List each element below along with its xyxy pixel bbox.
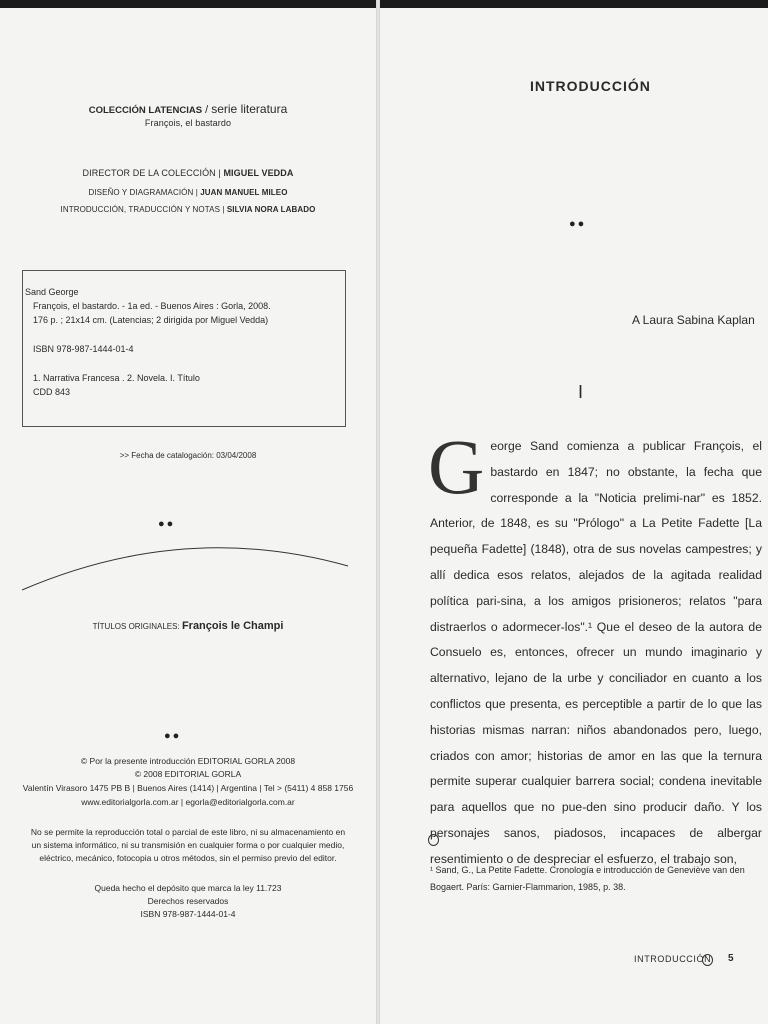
dedication: A Laura Sabina Kaplan bbox=[632, 313, 755, 327]
design-label: DISEÑO Y DIAGRAMACIÓN | bbox=[88, 188, 198, 197]
rights-line-3: eléctrico, mecánico, fotocopia u otros métodos, sin el permiso previo del editor. bbox=[39, 853, 337, 863]
ornament-dots-2: ●● bbox=[164, 730, 182, 742]
isbn-footer: ISBN 978-987-1444-01-4 bbox=[140, 909, 236, 919]
copyright-page bbox=[0, 0, 376, 1024]
catalog-isbn: ISBN 978-987-1444-01-4 bbox=[33, 344, 134, 354]
intro-credit bbox=[0, 205, 376, 214]
rights-reserved: Derechos reservados bbox=[147, 896, 229, 906]
book-gutter bbox=[376, 0, 380, 1024]
series-name: serie literatura bbox=[211, 102, 288, 116]
decorative-arc bbox=[20, 538, 350, 593]
director-label: DIRECTOR DE LA COLECCIÓN | bbox=[82, 168, 221, 178]
body-text bbox=[428, 423, 762, 873]
rights-line-2: un sistema informático, ni su transmisión en cualquier forma o por cualquier medio, bbox=[31, 840, 345, 850]
footnote-circle-icon bbox=[428, 834, 439, 846]
design-credit bbox=[0, 188, 376, 197]
catalog-cdd: CDD 843 bbox=[33, 387, 71, 397]
running-head: INTRODUCCIÓN bbox=[634, 954, 712, 964]
catalog-physical: 176 p. ; 21x14 cm. (Latencias; 2 dirigida por Miguel Vedda) bbox=[33, 315, 269, 325]
drop-cap: G bbox=[428, 423, 485, 510]
intro-name: SILVIA NORA LABADO bbox=[226, 205, 316, 214]
catalog-author: Sand George bbox=[25, 287, 79, 297]
series-separator: / bbox=[202, 104, 212, 116]
ornament-dots-right: ●● bbox=[569, 218, 587, 230]
copyright-publisher: © 2008 EDITORIAL GORLA bbox=[134, 769, 242, 779]
chapter-title: INTRODUCCIÓN bbox=[530, 78, 651, 94]
footnote: ¹ Sand, G., La Petite Fadette. Cronología e introducción de Geneviève van den Bogaert. París: Garnier-Flammarion, 1985, p. 38. bbox=[430, 865, 745, 892]
original-title-label: TÍTULOS ORIGINALES: bbox=[92, 622, 180, 631]
rights-line-1: No se permite la reproducción total o parcial de este libro, ni su almacenamiento en bbox=[30, 827, 346, 837]
copyright-intro: © Por la presente introducción EDITORIAL GORLA 2008 bbox=[80, 756, 296, 766]
section-number: I bbox=[578, 382, 584, 402]
catalog-record-box bbox=[22, 270, 346, 427]
deposit-line: Queda hecho el depósito que marca la ley 11.723 bbox=[94, 883, 282, 893]
catalog-edition: François, el bastardo. - 1a ed. - Buenos Aires : Gorla, 2008. bbox=[33, 301, 271, 311]
original-title-line bbox=[0, 620, 376, 632]
ornament-dots: ●● bbox=[158, 518, 176, 530]
body-paragraph-text: eorge Sand comienza a publicar François, el bastardo en 1847; no obstante, la fecha que corresponde a la "Noticia prelimi-nar" es 1852. Anterior, de 1848, es su "Prólogo" a La Petite Fadette [La pequeña Fadette] (1848), otra de sus novelas campestres; y allí dedica esos relatos, alejados de la agitada realidad política pari-sina, a los amigos prisioneros; relatos "para distraerlos o adormecer-los".¹ Que el deseo de la autora de Consuelo es, entonces, ofrecer un mundo imaginario y alternativo, lejano de la urbe y conciliador en cuanto a los conflictos que presenta, es perceptible a partir de lo que las historias mismas narran: niños abandonados pero, luego, criados con amor; historias de amor en las que la ternura permite superar cualquier barrera social; condena inevitable para aquellos que no pue-den sino producir daño. Y los personajes sanos, piadosos, incapaces de albergar resentimiento o de despreciar el esfuerzo, el trabajo son, bbox=[430, 439, 762, 866]
original-title: François le Champi bbox=[181, 620, 284, 632]
catalog-date: >> Fecha de catalogación: 03/04/2008 bbox=[119, 451, 257, 460]
director-name: MIGUEL VEDDA bbox=[223, 168, 294, 178]
publisher-web: www.editorialgorla.com.ar | egorla@editorialgorla.com.ar bbox=[81, 797, 295, 807]
design-name: JUAN MANUEL MILEO bbox=[200, 188, 288, 197]
running-circle-icon bbox=[702, 954, 713, 966]
director-credit bbox=[0, 168, 376, 178]
catalog-subjects: 1. Narrativa Francesa . 2. Novela. I. Título bbox=[33, 373, 200, 383]
publisher-address: Valentín Virasoro 1475 PB B | Buenos Aires (1414) | Argentina | Tel > (5411) 4 858 1756 bbox=[22, 783, 354, 793]
collection-name: COLECCIÓN LATENCIAS bbox=[88, 105, 203, 116]
body-paragraph bbox=[428, 423, 762, 873]
series-line bbox=[0, 102, 376, 116]
page-number: 5 bbox=[728, 953, 734, 964]
book-title: François, el bastardo bbox=[144, 118, 232, 128]
intro-label: INTRODUCCIÓN, TRADUCCIÓN Y NOTAS | bbox=[60, 205, 225, 214]
